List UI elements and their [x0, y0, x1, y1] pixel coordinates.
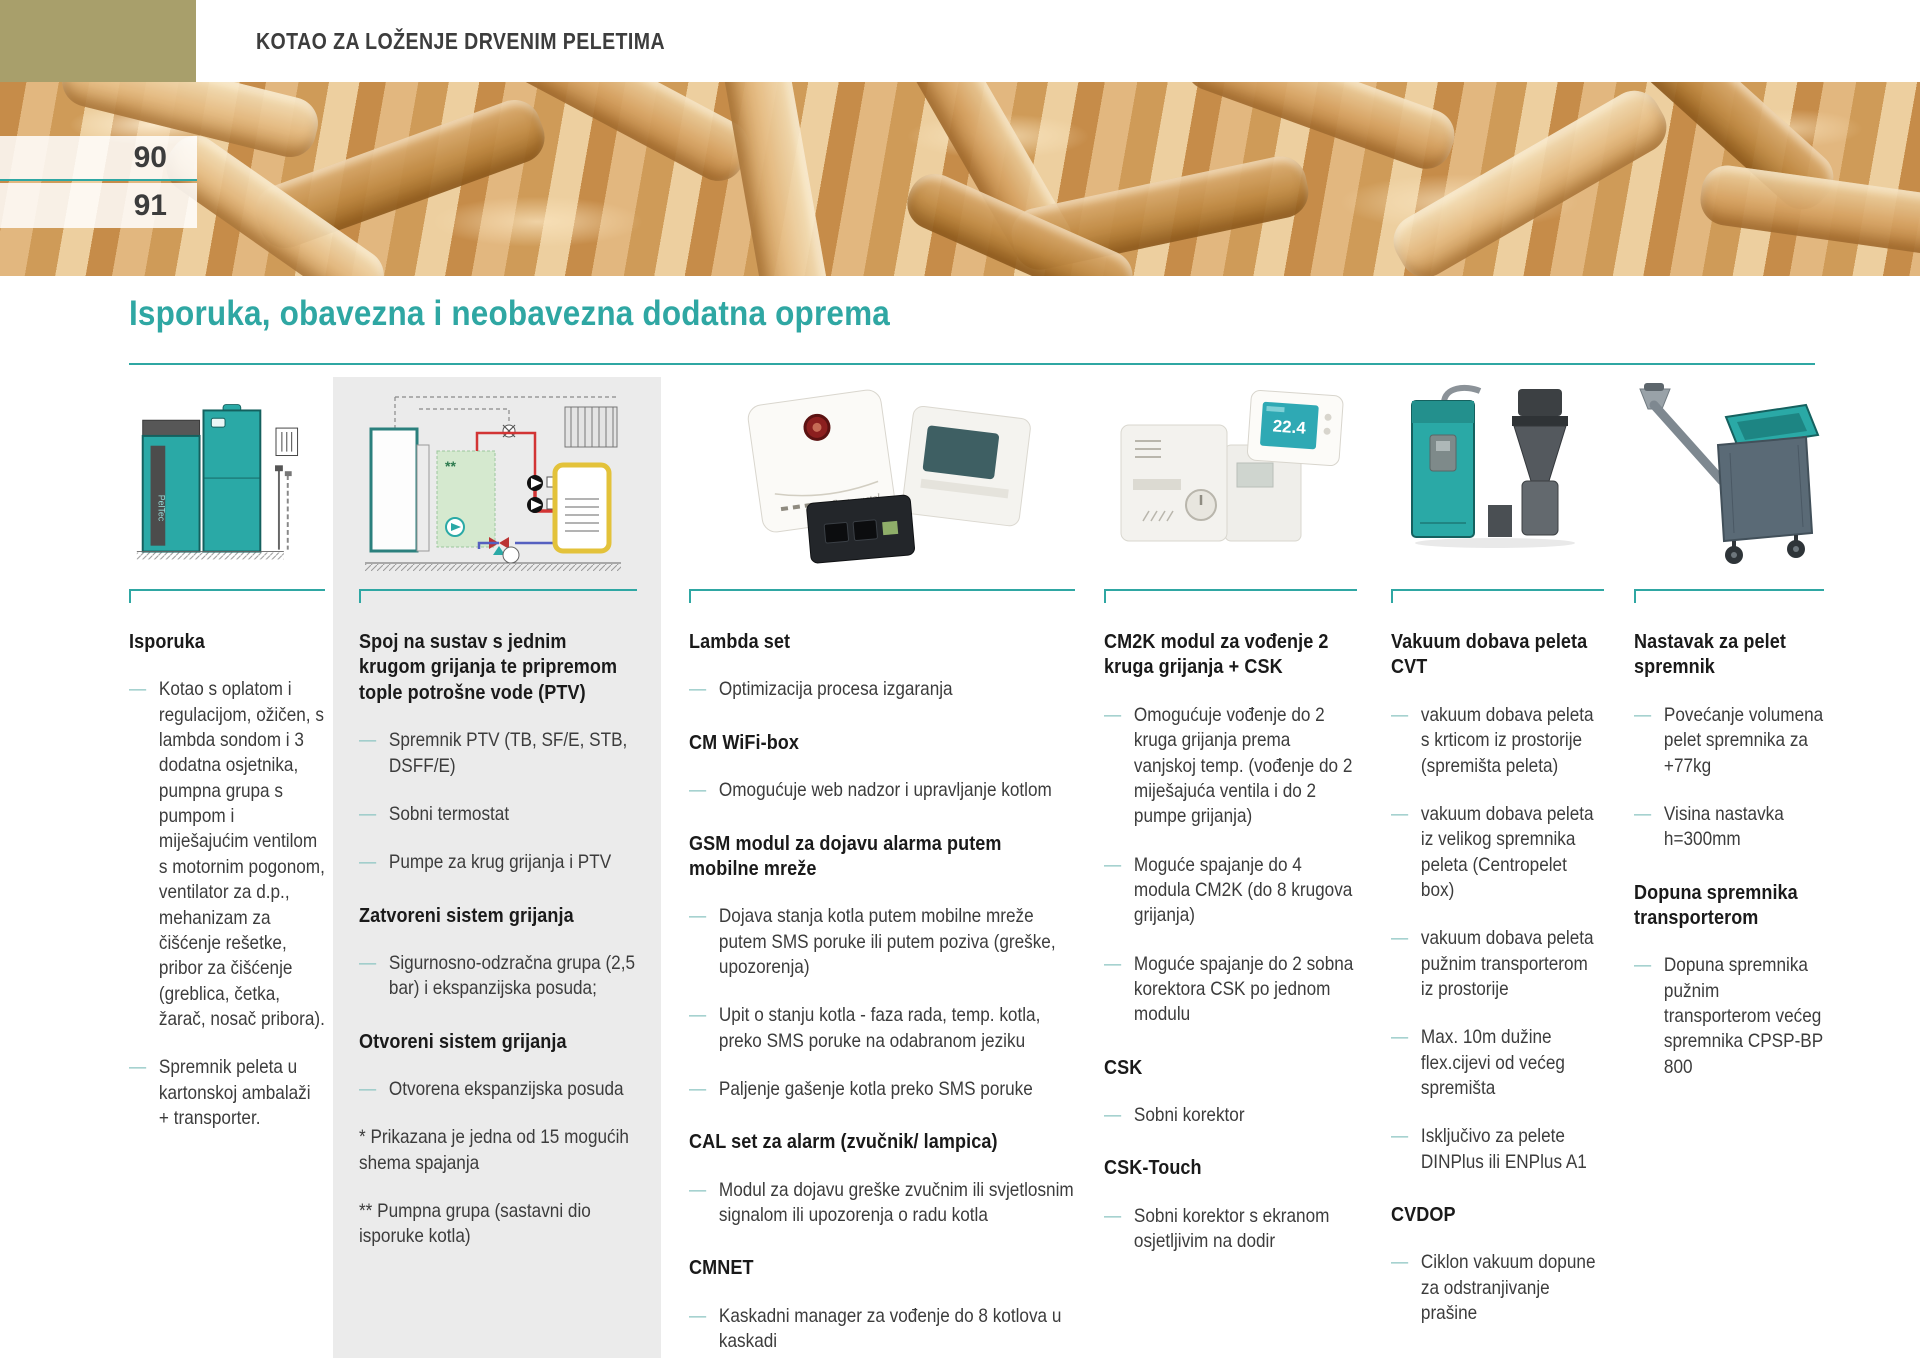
dash-bullet-icon: —: [689, 1078, 707, 1101]
boiler-main-unit: [203, 405, 260, 552]
dash-bullet-icon: —: [1391, 802, 1409, 825]
section-bracket: [689, 589, 1075, 591]
section-bracket: [1104, 589, 1357, 591]
title-underline: [129, 363, 1815, 365]
list-item: [359, 1077, 637, 1102]
list-item-text: Otvorena ekspanzijska posuda: [388, 1078, 624, 1101]
list-item: [359, 850, 637, 875]
gsm-box-photo: [806, 495, 915, 564]
list-item-text: Paljenje gašenje kotla preko SMS poruke: [718, 1078, 1033, 1101]
list-item-text: Sobni korektor: [1133, 1104, 1245, 1126]
boiler-symbol: [371, 429, 429, 551]
list-item: [1391, 926, 1604, 1002]
block-heading: Zatvoreni sistem grijanja: [359, 903, 574, 927]
block-heading: CMNET: [689, 1256, 754, 1280]
list-item-text: Spremnik peleta u kartonskoj ambalaži + transporter.: [158, 1056, 311, 1129]
svg-text:**: **: [445, 458, 456, 474]
column-text: [359, 629, 637, 1250]
list-item-text: Isključivo za pelete DINPlus ili ENPlus A1: [1420, 1125, 1587, 1173]
brand-color-block: [0, 0, 196, 82]
block-heading: Isporuka: [129, 630, 205, 653]
list-item-text: vakuum dobava peleta iz velikog spremnika peleta (Centropelet box): [1420, 802, 1594, 901]
dash-bullet-icon: —: [689, 1178, 707, 1201]
list-item-text: Dopuna spremnika pužnim transporterom većeg spremnika CPSP-BP 800: [1663, 954, 1823, 1078]
column-text: [1634, 629, 1824, 1080]
list-item: [129, 1055, 325, 1131]
dash-bullet-icon: —: [359, 729, 377, 752]
list-item-text: Pumpe za krug grijanja i PTV: [388, 851, 612, 874]
block-heading: Dopuna spremnika transporterom: [1634, 880, 1798, 929]
column-text: [1391, 629, 1604, 1326]
block-heading: CSK-Touch: [1104, 1156, 1202, 1180]
list-item-text: Kotao s oplatom i regulacijom, ožičen, s lambda sondom i 3 dodatna osjetnika, pumpna grupa s pumpom i miješajućim ventilom s motornim pogonom, ventilator za d.p., mehanizam za čišćenje rešetke, pribor za čišćenje (greblica, četka, žarač, nosač pribora).: [158, 678, 325, 1030]
footnote: * Prikazana je jedna od 15 mogućih shema spajanja: [359, 1126, 629, 1174]
expansion-vessel-symbol: [503, 547, 519, 563]
valve-symbol: [503, 425, 515, 437]
column-cm2k: [1104, 377, 1357, 1358]
list-item: [689, 1077, 1075, 1102]
list-item: [1104, 952, 1357, 1028]
page-number-label: 90: [133, 140, 167, 174]
dash-bullet-icon: —: [689, 678, 707, 701]
footnote: ** Pumpna grupa (sastavni dio isporuke kotla): [359, 1200, 591, 1248]
dash-bullet-icon: —: [359, 952, 377, 974]
section-bracket: [359, 589, 637, 591]
block-heading: Spoj na sustav s jednim krugom grijanja te pripremom tople potrošne vode (PTV): [359, 630, 618, 704]
page-header-title: KOTAO ZA LOŽENJE DRVENIM PELETIMA: [256, 27, 666, 54]
list-item-text: Omogućuje vođenje do 2 kruga grijanja prema vanjskoj temp. (vođenje do 2 miješajuća ventila i do 2 pumpe grijanja): [1133, 703, 1353, 828]
list-item-text: Dojava stanja kotla putem mobilne mreže putem SMS poruke ili putem poziva (greške, upozorenja): [718, 905, 1056, 978]
list-item-text: Spremnik PTV (TB, SF/E, STB, DSFF/E): [388, 729, 628, 777]
svg-text:PelTec: PelTec: [156, 494, 167, 522]
list-item-text: Moguće spajanje do 4 modula CM2K (do 8 krugova grijanja): [1133, 853, 1353, 927]
dash-bullet-icon: —: [689, 1304, 707, 1327]
column-lambda-set: [689, 377, 1075, 1358]
thermostat-temperature-readout: 22.4: [1272, 416, 1307, 438]
pellet-boiler-illustration: [129, 377, 325, 589]
list-item-text: Kaskadni manager za vođenje do 8 kotlova u kaskadi: [718, 1304, 1062, 1353]
dash-bullet-icon: —: [129, 1056, 147, 1079]
top-bar: [0, 0, 1920, 82]
dash-bullet-icon: —: [1391, 1251, 1409, 1274]
column-spoj-na-sustav: [333, 377, 661, 1358]
list-item-text: Visina nastavka h=300mm: [1663, 802, 1784, 851]
dash-bullet-icon: —: [1634, 802, 1652, 825]
list-item: [689, 1304, 1075, 1355]
block-heading: CM2K modul za vođenje 2 kruga grijanja + CSK: [1104, 630, 1329, 679]
dash-bullet-icon: —: [689, 905, 707, 928]
block-heading: CM WiFi-box: [689, 730, 800, 754]
list-item-text: Povećanje volumena pelet spremnika za +77kg: [1663, 703, 1824, 777]
list-item-text: Max. 10m dužine flex.cijevi od većeg spremišta: [1420, 1026, 1565, 1099]
list-item: [1104, 1204, 1357, 1255]
cyclone-unit: [1512, 389, 1568, 535]
list-item-text: Modul za dojavu greške zvučnim ili svjetlosnim signalom ili upozorenja o radu kotla: [718, 1178, 1074, 1227]
list-item: [1104, 853, 1357, 929]
block-heading: CVDOP: [1391, 1202, 1456, 1226]
lambda-set-photo: [689, 377, 1075, 589]
list-item: [359, 728, 637, 779]
list-item: [129, 677, 325, 1032]
dash-bullet-icon: —: [1104, 703, 1122, 726]
dash-bullet-icon: —: [689, 1004, 707, 1027]
list-item: [689, 904, 1075, 980]
buffer-zone: [437, 451, 495, 547]
dash-bullet-icon: —: [1391, 703, 1409, 726]
vacuum-feed-cvt-photo: [1391, 377, 1604, 589]
block-heading: CSK: [1104, 1055, 1143, 1079]
dash-bullet-icon: —: [359, 851, 377, 874]
main-content: [0, 276, 1920, 1358]
cleaning-accessories: [275, 428, 298, 550]
list-item: [1104, 1103, 1357, 1128]
page-number-label: 91: [133, 188, 167, 222]
list-item: [689, 1003, 1075, 1054]
list-item: [1391, 802, 1604, 903]
dash-bullet-icon: —: [359, 802, 377, 825]
list-item: [359, 951, 637, 1002]
dash-bullet-icon: —: [1104, 1204, 1122, 1227]
dash-bullet-icon: —: [1104, 853, 1122, 876]
list-item-text: Sigurnosno-odzračna grupa (2,5 bar) i ekspanzijska posuda;: [388, 952, 636, 1000]
dash-bullet-icon: —: [1391, 927, 1409, 950]
boiler-hopper-unit: [143, 420, 200, 551]
pellet-tank-extension-photo: [1634, 377, 1824, 589]
page-title: Isporuka, obavezna i neobavezna dodatna oprema: [129, 294, 890, 333]
page-number-90: [0, 136, 197, 181]
dash-bullet-icon: —: [1634, 703, 1652, 726]
dhw-tank-symbol: [555, 465, 609, 551]
list-item-text: vakuum dobava peleta s krticom iz prostorije (spremišta peleta): [1420, 703, 1594, 777]
column-vakuum-cvt: [1391, 377, 1604, 1358]
list-item: [1391, 703, 1604, 779]
list-item-text: Ciklon vakuum dopune za odstranjivanje prašine: [1420, 1251, 1596, 1325]
block-heading: GSM modul za dojavu alarma putem mobilne mreže: [689, 831, 1002, 880]
column-text: [129, 629, 325, 1131]
list-item: [1634, 802, 1824, 853]
block-heading: Vakuum dobava peleta CVT: [1391, 630, 1588, 679]
dash-bullet-icon: —: [1634, 954, 1652, 977]
cm-device-photo: [901, 405, 1031, 527]
list-item-text: Omogućuje web nadzor i upravljanje kotlom: [718, 779, 1052, 802]
tank-body: [1718, 437, 1812, 541]
block-heading: Otvoreni sistem grijanja: [359, 1029, 567, 1053]
dash-bullet-icon: —: [1391, 1125, 1409, 1148]
page-number-91: [0, 183, 197, 228]
block-heading: CAL set za alarm (zvučnik/ lampica): [689, 1130, 998, 1154]
block-heading: Nastavak za pelet spremnik: [1634, 630, 1786, 679]
block-heading: Lambda set: [689, 630, 791, 653]
section-bracket: [129, 589, 325, 591]
column-text: [1104, 629, 1357, 1254]
list-item-text: Sobni termostat: [388, 802, 510, 825]
hydraulic-scheme-illustration: [359, 377, 637, 589]
list-item-text: Sobni korektor s ekranom osjetljivim na dodir: [1133, 1204, 1330, 1253]
list-item: [359, 802, 637, 827]
dash-bullet-icon: —: [1104, 952, 1122, 975]
list-item: [1634, 703, 1824, 779]
list-item: [1391, 1124, 1604, 1175]
radiator-symbol: [565, 407, 617, 447]
auger-transporter: [1640, 383, 1722, 481]
list-item: [689, 778, 1075, 803]
column-text: [689, 629, 1075, 1355]
list-item: [1391, 1250, 1604, 1326]
csk-touch-thermostat: [1247, 390, 1344, 466]
cm2k-front-module: [1121, 425, 1227, 541]
list-item: [689, 1178, 1075, 1229]
cm2k-module-photo: [1104, 377, 1357, 589]
section-bracket: [1634, 589, 1824, 591]
list-item: [1391, 1025, 1604, 1101]
dash-bullet-icon: —: [1104, 1104, 1122, 1126]
dash-bullet-icon: —: [1391, 1026, 1409, 1049]
dash-bullet-icon: —: [359, 1078, 377, 1101]
list-item: [1634, 953, 1824, 1080]
list-item: [1104, 703, 1357, 830]
column-nastavak: [1634, 377, 1824, 1358]
dash-bullet-icon: —: [129, 678, 147, 701]
list-item-text: Optimizacija procesa izgaranja: [718, 678, 953, 701]
dust-canister: [1488, 505, 1512, 537]
columns-row: [129, 377, 1824, 1358]
list-item-text: vakuum dobava peleta pužnim transporterom iz prostorije: [1420, 927, 1594, 1000]
list-item: [689, 677, 1075, 702]
pellets-banner-photo: [0, 82, 1920, 276]
section-bracket: [1391, 589, 1604, 591]
list-item-text: Moguće spajanje do 2 sobna korektora CSK po jednom modulu: [1133, 952, 1354, 1026]
dash-bullet-icon: —: [689, 779, 707, 802]
cvt-cabinet: [1412, 401, 1474, 537]
list-item-text: Upit o stanju kotla - faza rada, temp. kotla, preko SMS poruke na odabranom jeziku: [718, 1004, 1041, 1052]
column-isporuka: [129, 377, 325, 1358]
